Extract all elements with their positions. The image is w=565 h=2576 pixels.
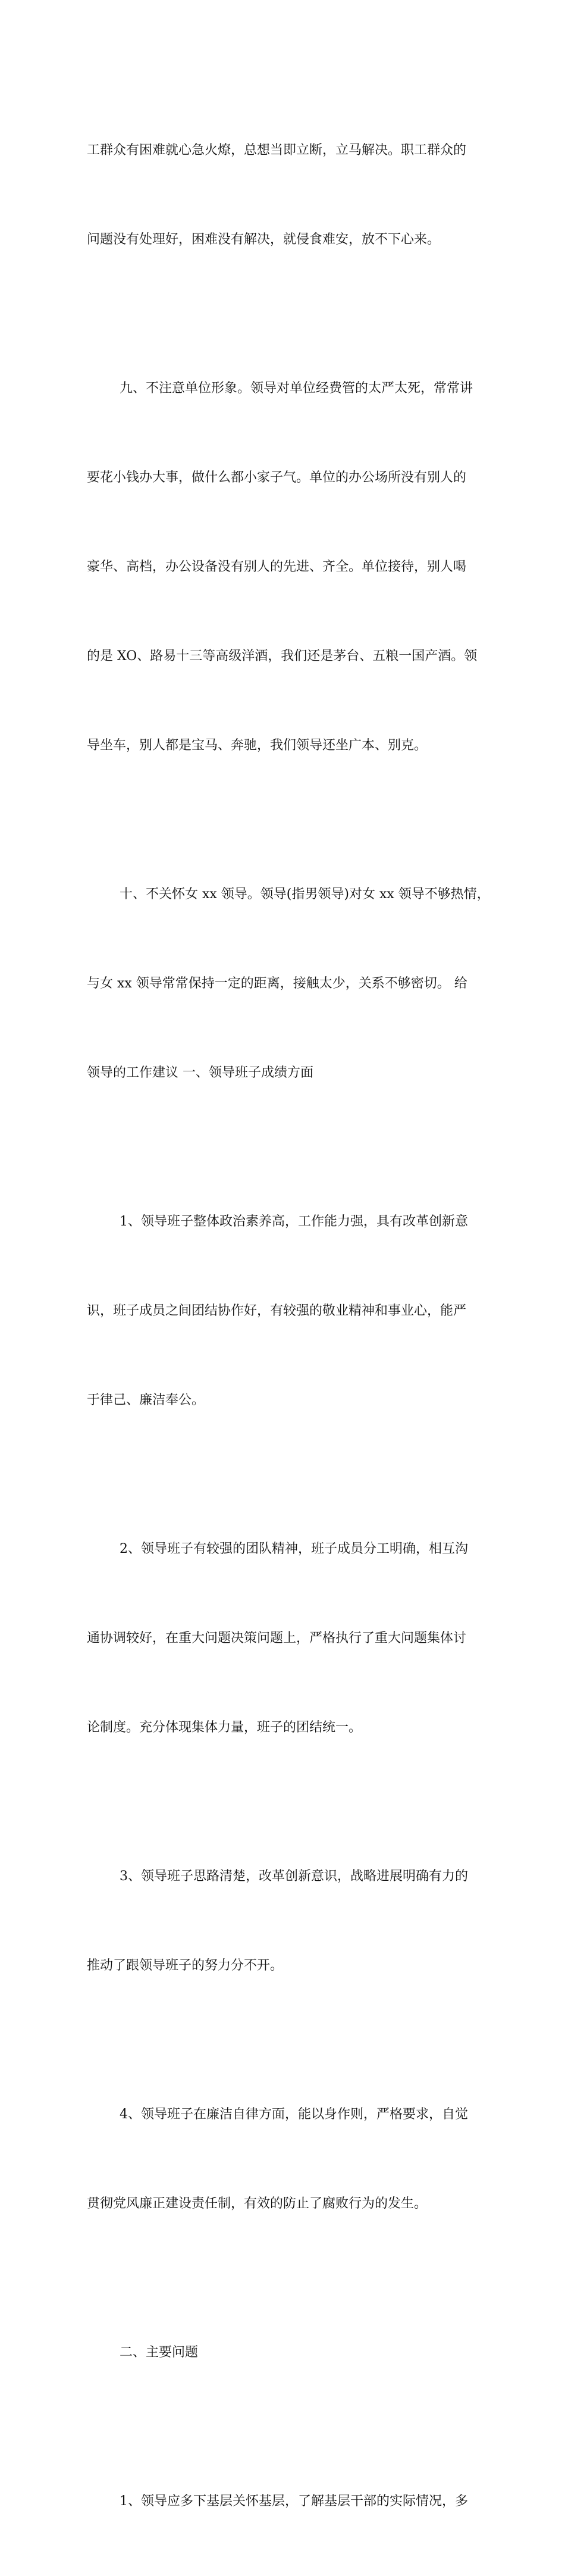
text-line: 导坐车，别人都是宝马、奔驰，我们领导还坐广本、别克。 (87, 738, 428, 753)
text-line: 十、不关怀女 xx 领导。领导(指男领导)对女 xx 领导不够热情， (120, 887, 490, 902)
paragraph-item-nine (87, 314, 482, 820)
text-line: 通协调较好，在重大问题决策问题上，严格执行了重大问题集体讨 (87, 1631, 467, 1646)
text-line: 于律己、廉洁奉公。 (87, 1393, 205, 1408)
paragraph-continuation (87, 76, 482, 314)
paragraph-problem-1 (87, 2427, 482, 2576)
text-line: 3、领导班子思路清楚，改革创新意识，战略进展明确有力的 (120, 1869, 468, 1884)
text-line: 论制度。充分体现集体力量，班子的团结统一。 (87, 1720, 362, 1735)
text-line: 工群众有困难就心急火燎，总想当即立断，立马解决。职工群众的 (87, 143, 467, 158)
paragraph-item-ten (87, 820, 490, 1148)
text-line: 识，班子成员之间团结协作好，有较强的敬业精神和事业心，能严 (87, 1303, 467, 1318)
text-line: 4、领导班子在廉洁自律方面，能以身作则，严格要求，自觉 (120, 2107, 468, 2122)
text-line: 贯彻党风廉正建设责任制，有效的防止了腐败行为的发生。 (87, 2196, 428, 2211)
paragraph-achievement-2 (87, 1475, 482, 1802)
section-heading-main-problems (87, 2278, 482, 2427)
text-line: 要花小钱办大事，做什么都小家子气。单位的办公场所没有别人的 (87, 470, 467, 485)
section-heading: 二、主要问题 (120, 2345, 199, 2360)
document-page (87, 76, 490, 2576)
text-line: 的是 XO、路易十三等高级洋酒，我们还是茅台、五粮一国产酒。领 (87, 649, 478, 664)
text-line: 豪华、高档，办公设备没有别人的先进、齐全。单位接待，别人喝 (87, 559, 467, 574)
paragraph-achievement-1 (87, 1148, 482, 1475)
paragraph-achievement-3 (87, 1802, 482, 2040)
text-line: 1、领导班子整体政治素养高，工作能力强，具有改革创新意 (120, 1214, 468, 1229)
text-line: 2、领导班子有较强的团队精神，班子成员分工明确，相互沟 (120, 1542, 468, 1556)
text-line: 与女 xx 领导常常保持一定的距离，接触太少，关系不够密切。 给 (87, 976, 467, 991)
text-line: 九、不注意单位形象。领导对单位经费管的太严太死，常常讲 (120, 381, 473, 396)
text-line: 1、领导应多下基层关怀基层，了解基层干部的实际情况，多 (120, 2494, 468, 2509)
paragraph-achievement-4 (87, 2040, 482, 2278)
text-line: 问题没有处理好，困难没有解决，就侵食难安，放不下心来。 (87, 232, 441, 247)
text-line: 推动了跟领导班子的努力分不开。 (87, 1958, 284, 1973)
text-line: 领导的工作建议 一、领导班子成绩方面 (87, 1065, 313, 1080)
